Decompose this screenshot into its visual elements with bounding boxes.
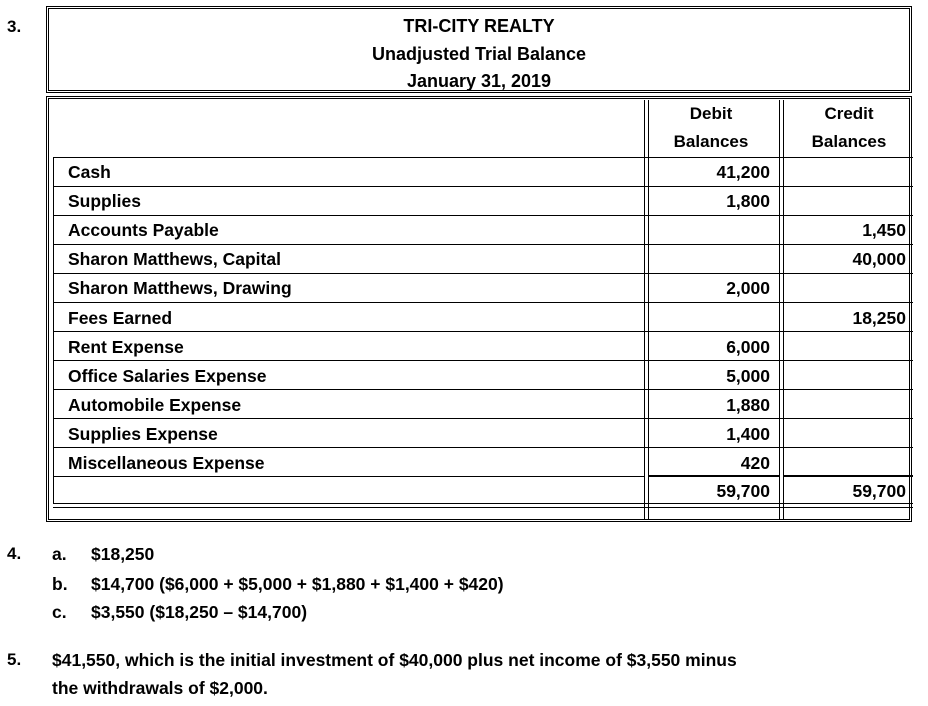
debit-header-line1: Debit — [689, 104, 733, 123]
answer-4c-letter: c. — [52, 602, 67, 622]
debit-amount: 1,400 — [726, 423, 770, 444]
grid-line — [53, 389, 913, 390]
credit-amount: 18,250 — [852, 307, 906, 328]
account-name: Sharon Matthews, Drawing — [68, 278, 292, 299]
account-name: Fees Earned — [68, 307, 173, 328]
account-name: Rent Expense — [68, 336, 184, 357]
grid-line — [783, 100, 784, 520]
grid-line — [53, 418, 913, 419]
company-name: TRI-CITY REALTY — [403, 16, 555, 36]
grid-line — [53, 507, 913, 508]
account-name: Supplies Expense — [68, 423, 218, 444]
account-name: Cash — [68, 162, 111, 182]
statement-date: January 31, 2019 — [406, 71, 552, 91]
grid-line — [53, 503, 913, 504]
grid-line — [644, 100, 645, 520]
grid-line — [648, 475, 779, 477]
debit-amount: 5,000 — [726, 365, 770, 386]
grid-line — [53, 157, 913, 158]
debit-amount: 41,200 — [716, 162, 770, 182]
total-credit: 59,700 — [852, 481, 906, 501]
account-name: Office Salaries Expense — [68, 365, 267, 386]
debit-amount: 2,000 — [726, 278, 770, 299]
question-5-number: 5. — [7, 650, 22, 669]
grid-line — [53, 215, 913, 216]
answer-4b-letter: b. — [52, 574, 68, 594]
answer-5-line1: $41,550, which is the initial investment of $40,000 plus net income of $3,550 minus — [52, 650, 737, 670]
account-name: Miscellaneous Expense — [68, 453, 265, 473]
account-name: Sharon Matthews, Capital — [68, 249, 281, 270]
total-debit: 59,700 — [716, 481, 770, 501]
answer-5-line2: the withdrawals of $2,000. — [52, 678, 268, 698]
debit-header-line2: Balances — [673, 132, 749, 151]
account-name: Supplies — [68, 191, 141, 212]
credit-amount: 40,000 — [852, 249, 906, 270]
grid-line — [53, 273, 913, 274]
debit-amount: 1,800 — [726, 191, 770, 212]
grid-line — [779, 100, 780, 520]
credit-header-line2: Balances — [811, 132, 887, 151]
answer-4b-text: $14,700 ($6,000 + $5,000 + $1,880 + $1,400 + $420) — [91, 574, 504, 594]
trial-balance-title-box — [46, 6, 912, 93]
account-name: Automobile Expense — [68, 394, 242, 415]
grid-line — [53, 302, 913, 303]
grid-line — [783, 475, 913, 477]
account-name: Accounts Payable — [68, 220, 219, 241]
grid-line — [53, 476, 644, 477]
grid-line — [53, 244, 913, 245]
answer-4a-letter: a. — [52, 544, 67, 564]
credit-amount: 1,450 — [862, 220, 906, 241]
grid-line — [53, 331, 913, 332]
statement-name: Unadjusted Trial Balance — [371, 44, 587, 64]
grid-line — [53, 447, 913, 448]
debit-amount: 1,880 — [726, 394, 770, 415]
debit-amount: 6,000 — [726, 336, 770, 357]
credit-header-line1: Credit — [824, 104, 874, 123]
grid-line — [53, 360, 913, 361]
debit-amount: 420 — [740, 453, 770, 473]
answer-4c-text: $3,550 ($18,250 – $14,700) — [91, 602, 308, 622]
grid-line — [53, 186, 913, 187]
answer-4a-text: $18,250 — [91, 544, 155, 564]
question-4-number: 4. — [7, 544, 22, 563]
question-3-number: 3. — [7, 17, 22, 36]
